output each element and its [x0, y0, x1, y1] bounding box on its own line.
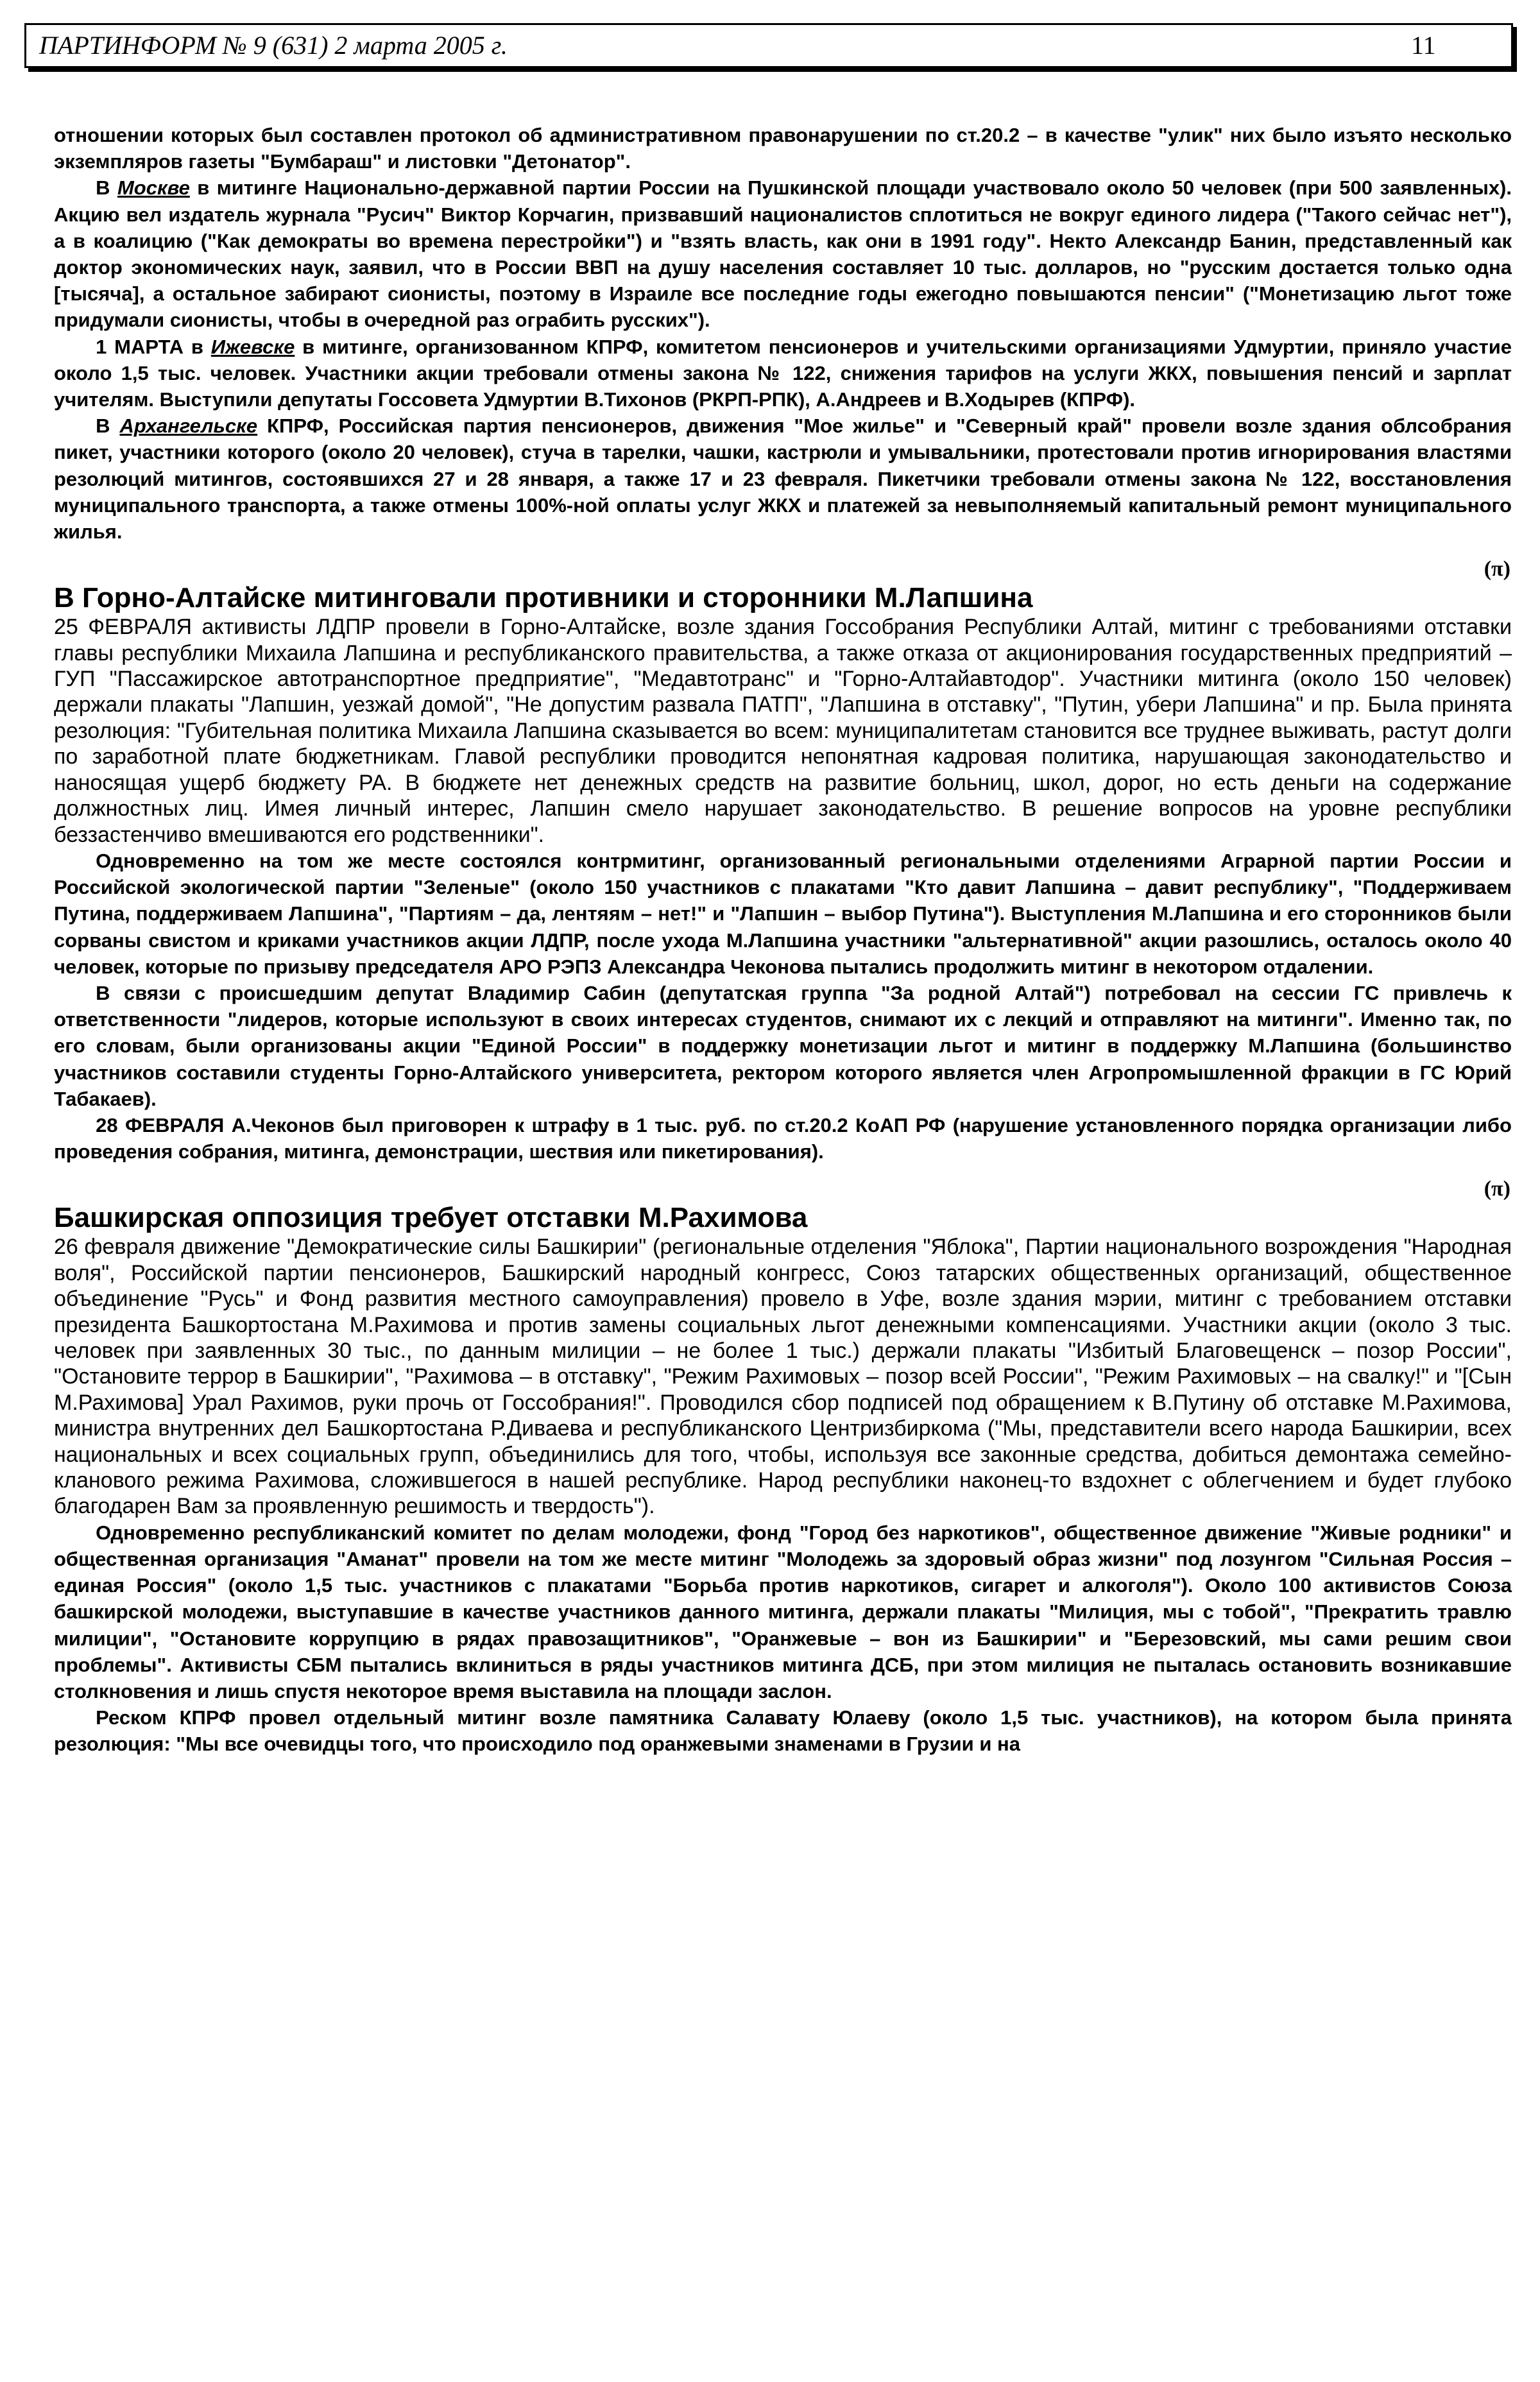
article-body: [54, 122, 1512, 1758]
s3-paragraph-3: Реском КПРФ провел отдельный митинг возле памятника Салавату Юлаеву (около 1,5 тыс. участников), на котором была принята резолюция: "Мы все очевидцы того, что происходило под оранжевыми знаменами в Грузии и на: [54, 1706, 1512, 1756]
publication-title: ПАРТИНФОРМ № 9 (631) 2 марта 2005 г.: [39, 31, 508, 60]
place-arkhangelsk: Архангельске: [119, 415, 258, 438]
s1-p4-text: КПРФ, Российская партия пенсионеров, движения "Мое жилье" и "Северный край" провели возле здания облсобрания пикет, участники которого (около 20 человек), стуча в тарелки, чашки, кастрюли и умывальники, протестовали против игнорирования властями резолюций митингов, состоявшихся 27 и 28 января, а также 17 и 23 февраля. Пикетчики требовали отмены закона № 122, восстановления муниципального транспорта, а также отмены 100%-ной оплаты услуг ЖКХ и платежей за невыполняемый капитальный ремонт муниципального жилья.: [54, 415, 1512, 544]
s3-paragraph-2: Одновременно республиканский комитет по делам молодежи, фонд "Город без наркотиков", общественное движение "Живые родники" и общественная организация "Аманат" провели на том же месте митинг "Молодежь за здоровый образ жизни" под лозунгом "Сильная Россия – единая Россия" (около 1,5 тыс. участников с плакатами "Борьба против наркотиков, сигарет и алкоголя"). Около 100 активистов Союза башкирской молодежи, выступавшие в качестве участников данного митинга, держали плакаты "Милиция, мы с тобой", "Прекратить травлю милиции", "Остановите коррупцию в рядах правозащитников", "Оранжевые – вон из Башкирии" и "Березовский, мы сами решим свои проблемы". Активисты СБМ пытались вклиниться в ряды участников митинга ДСБ, при этом милиция не пыталась остановить возникавшие столкновения и лишь спустя некоторое время выставила на площади заслон.: [54, 1521, 1512, 1703]
s1-paragraph-1: отношении которых был составлен протокол об административном правонарушении по ст.20.2 – в качестве "улик" них было изъято несколько экземпляров газеты "Бумбараш" и листовки "Детонатор".: [54, 124, 1512, 173]
s1-p4-pre: В: [96, 415, 120, 438]
s2-paragraph-1: 25 ФЕВРАЛЯ активисты ЛДПР провели в Горно-Алтайске, возле здания Госсобрания Республики Алтай, митинг с требованиями отставки главы республики Михаила Лапшина и республиканского правительства, а также отказа от акционирования государственных предприятий – ГУП "Пассажирское автотранспортное предприятие", "Медавтотранс" и "Горно-Алтайавтодор". Участники митинга (около 150 человек) держали плакаты "Лапшин, уезжай домой", "Не допустим развала ПАТП", "Лапшина в отставку", "Путин, убери Лапшина" и пр. Была принята резолюция: "Губительная политика Михаила Лапшина сказывается во всем: муниципалитетам становится все труднее выживать, растут долги по заработной плате бюджетникам. Главой республики проводится непонятная кадровая политика, нарушающая законодательство и наносящая ущерб бюджету РА. В бюджете нет денежных средств на развитие больниц, школ, дорог, но есть деньги на содержание должностных лиц. Имея личный интерес, Лапшин смело нарушает законодательство. В решение вопросов на уровне республики беззастенчиво вмешиваются его родственники".: [54, 615, 1512, 847]
s1-paragraph-izhevsk: [54, 334, 1512, 413]
page-number: 11: [1411, 31, 1436, 60]
page-header: [24, 23, 1513, 68]
s1-paragraph-arkhangelsk: [54, 413, 1512, 545]
s1-p2-pre: В: [96, 176, 117, 200]
source-mark-2: (π): [1484, 1177, 1510, 1201]
s2-paragraph-3: В связи с происшедшим депутат Владимир Сабин (депутатская группа "За родной Алтай") потребовал на сессии ГС привлечь к ответственности "лидеров, которые используют в своих интересах студентов, снимают их с лекций и отправляют на митинги". Именно так, по его словам, были организованы акции "Единой России" в поддержку монетизации льгот и митинг в поддержку М.Лапшина (большинство участников составили студенты Горно-Алтайского университета, ректором которого является член Агропромышленной фракции в ГС Юрий Табакаев).: [54, 981, 1512, 1110]
place-moscow: Москве: [117, 176, 190, 200]
s1-p3-text: в митинге, организованном КПРФ, комитетом пенсионеров и учительскими организациями Удмуртии, приняло участие около 1,5 тыс. человек. Участники акции требовали отмены закона № 122, снижения тарифов на услуги ЖКХ, повышения пенсий и зарплат учителям. Выступили депутаты Госсовета Удмуртии В.Тихонов (РКРП-РПК), А.Андреев и В.Ходырев (КПРФ).: [54, 335, 1512, 411]
s2-paragraph-4: 28 ФЕВРАЛЯ А.Чеконов был приговорен к штрафу в 1 тыс. руб. по ст.20.2 КоАП РФ (нарушение установленного порядка организации либо проведения собрания, митинга, демонстрации, шествия или пикетирования).: [54, 1113, 1512, 1163]
s3-paragraph-1: 26 февраля движение "Демократические силы Башкирии" (региональные отделения "Яблока", Партии национального возрождения "Народная воля", Российской партии пенсионеров, Башкирский народный конгресс, Союз татарских общественных организаций, общественное объединение "Русь" и Фонд развития местного самоуправления) провело в Уфе, возле здания мэрии, митинг с требованием отставки президента Башкортостана М.Рахимова и против замены социальных льгот денежными компенсациями. Участники акции (около 3 тыс. человек при заявленных 30 тыс., по данным милиции – не более 1 тыс.) держали плакаты "Избитый Благовещенск – позор России", "Остановите террор в Башкирии", "Рахимова – в отставку", "Режим Рахимовых – позор всей России", "Режим Рахимовых – на свалку!" и "[Сын М.Рахимова] Урал Рахимов, руки прочь от Госсобрания!". Проводился сбор подписей под обращением к В.Путину об отставке М.Рахимова, министра внутренних дел Башкортостана Р.Диваева и республиканского Центризбиркома ("Мы, представители всего народа Башкирии, всех национальных и всех социальных групп, объединились для того, чтобы, используя все законные средства, добиться демонтажа семейно-кланового режима Рахимова, сложившегося в нашей республике. Народ республики наконец-то вздохнет с облегчением и будет глубоко благодарен Вам за проявленную решимость и твердость").: [54, 1235, 1512, 1519]
headline-gorno-altaysk: В Горно-Алтайске митинговали противники и сторонники М.Лапшина: [54, 582, 1033, 614]
place-izhevsk: Ижевске: [210, 335, 295, 358]
s1-p3-pre: 1 МАРТА в: [96, 335, 211, 358]
source-mark-1: (π): [1484, 557, 1510, 581]
s1-p2-text: в митинге Национально-державной партии России на Пушкинской площади участвовало около 50 человек (при 500 заявленных). Акцию вел издатель журнала "Русич" Виктор Корчагин, призвавший националистов сплотиться не вокруг единого лидера ("Такого сейчас нет"), а в коалицию ("Как демократы во времена перестройки") и "взять власть, как они в 1991 году". Некто Александр Банин, представленный как доктор экономических наук, заявил, что в России ВВП на душу населения составляет 10 тыс. долларов, но "русским достается только одна [тысяча], а остальное забирают сионисты, поэтому в Израиле все последние годы ежегодно повышаются пенсии" ("Монетизацию льгот тоже придумали сионисты, чтобы в очередной раз ограбить русских").: [54, 176, 1512, 332]
headline-bashkir-opposition: Башкирская оппозиция требует отставки М.Рахимова: [54, 1202, 808, 1234]
s1-paragraph-moscow: [54, 175, 1512, 333]
s2-paragraph-2: Одновременно на том же месте состоялся контрмитинг, организованный региональными отделениями Аграрной партии России и Российской экологической партии "Зеленые" (около 150 участников с плакатами "Кто давит Лапшина – давит республику", "Поддерживаем Путина, поддерживаем Лапшина", "Партиям – да, лентяям – нет!" и "Лапшин – выбор Путина"). Выступления М.Лапшина и его сторонников были сорваны свистом и криками участников акции ЛДПР, после ухода М.Лапшина участники "альтернативной" акции разошлись, осталось около 40 человек, которые по призыву председателя АРО РЭПЗ Александра Чеконова пытались продолжить митинг в некотором отдалении.: [54, 849, 1512, 978]
